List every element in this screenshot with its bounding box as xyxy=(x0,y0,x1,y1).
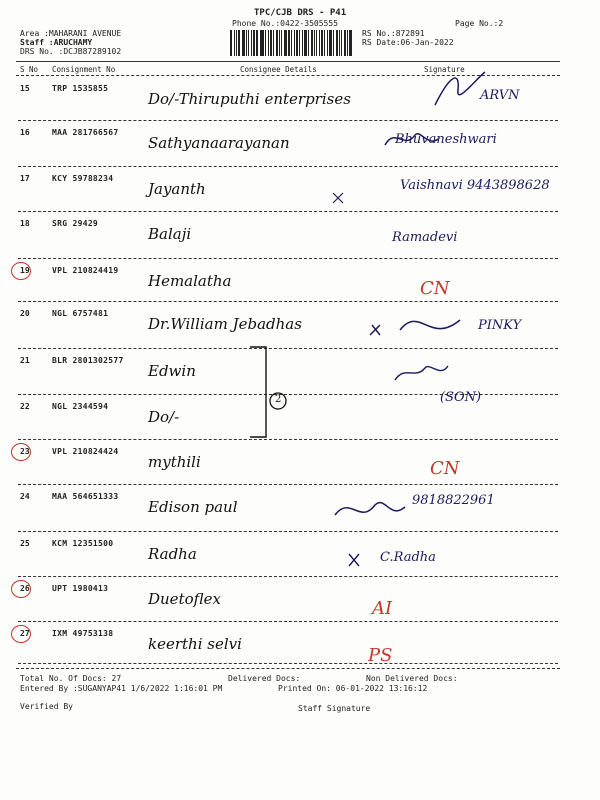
barcode xyxy=(230,30,354,56)
row-consignee-name: Balaji xyxy=(148,225,192,243)
row-signature: Vaishnavi 9443898628 xyxy=(400,178,550,193)
barcode-bar xyxy=(321,30,323,56)
red-circle-mark xyxy=(11,580,31,598)
entered-by: Entered By :SUGANYAP41 1/6/2022 1:16:01 PM xyxy=(20,684,223,693)
barcode-bar xyxy=(268,30,269,56)
row-sno: 21 xyxy=(20,356,30,365)
row-consignee-name: Sathyanaarayanan xyxy=(148,134,290,152)
barcode-bar xyxy=(347,30,348,56)
row-consignee-name: Do/-Thiruputhi enterprises xyxy=(148,90,351,108)
row-divider xyxy=(18,439,558,440)
row-divider xyxy=(18,621,558,622)
barcode-bar xyxy=(324,30,325,56)
barcode-bar xyxy=(302,30,303,56)
row-consignment-no: KCM 12351500 xyxy=(52,539,114,548)
signature-scribble-21 xyxy=(390,360,450,390)
rs-number: RS No.:872891 xyxy=(362,29,425,38)
row-signature: Bhuvaneshwari xyxy=(395,132,497,147)
barcode-bar xyxy=(316,30,317,56)
row-consignee-name: Radha xyxy=(148,545,197,563)
column-signature: Signature xyxy=(424,65,465,74)
row-consignee-name: mythili xyxy=(148,453,201,471)
row-consignee-name: Duetoflex xyxy=(148,590,221,608)
row-signature: ARVN xyxy=(480,88,520,103)
row-consignee-name: Edwin xyxy=(148,362,196,380)
barcode-bar xyxy=(308,30,309,56)
barcode-bar xyxy=(281,30,282,56)
column-sno: S No xyxy=(20,65,39,74)
barcode-bar xyxy=(319,30,321,56)
bracket-mark xyxy=(248,345,288,445)
row-consignee-name: Jayanth xyxy=(148,180,206,198)
barcode-bar xyxy=(329,30,332,56)
row-consignment-no: TRP 1535855 xyxy=(52,84,109,93)
row-sno: 25 xyxy=(20,539,30,548)
row-consignment-no: VPL 210824424 xyxy=(52,447,119,456)
row-consignment-no: SRG 29429 xyxy=(52,219,99,228)
barcode-bar xyxy=(344,30,346,56)
barcode-bar xyxy=(339,30,340,56)
barcode-bar xyxy=(270,30,272,56)
barcode-bar xyxy=(327,30,328,56)
row-divider xyxy=(18,120,558,121)
row-sno: 20 xyxy=(20,309,30,318)
rs-date: RS Date:06-Jan-2022 xyxy=(362,38,454,47)
barcode-bar xyxy=(242,30,245,56)
barcode-bar xyxy=(238,30,240,56)
verified-by: Verified By xyxy=(20,702,73,711)
row-divider xyxy=(18,301,558,302)
header-rule xyxy=(16,61,560,62)
non-delivered-docs: Non Delivered Docs: xyxy=(366,674,458,683)
bracket-count: 2 xyxy=(275,394,282,405)
row-sno: 17 xyxy=(20,174,30,183)
column-consignee: Consignee Details xyxy=(240,65,317,74)
cross-mark-17 xyxy=(330,190,350,210)
barcode-bar xyxy=(288,30,290,56)
row-divider xyxy=(18,166,558,167)
footer-rule xyxy=(16,668,560,669)
barcode-bar xyxy=(234,30,235,56)
row-consignee-name: Hemalatha xyxy=(148,272,232,290)
barcode-bar xyxy=(248,30,249,56)
drs-number: DRS No. :DCJB87289102 xyxy=(20,47,122,56)
row-consignment-no: MAA 281766567 xyxy=(52,128,119,137)
row-remark: CN xyxy=(420,278,450,299)
row-consignment-no: VPL 210824419 xyxy=(52,266,119,275)
row-consignment-no: UPT 1980413 xyxy=(52,584,109,593)
row-divider xyxy=(18,348,558,349)
barcode-bar xyxy=(251,30,252,56)
row-signature: 9818822961 xyxy=(412,493,495,508)
row-sno: 19 xyxy=(20,266,30,275)
row-consignment-no: KCY 59788234 xyxy=(52,174,114,183)
delivered-docs: Delivered Docs: xyxy=(228,674,301,683)
page-number: Page No.:2 xyxy=(455,19,504,28)
barcode-bar xyxy=(294,30,295,56)
total-docs: Total No. Of Docs: 27 xyxy=(20,674,122,683)
row-signature: C.Radha xyxy=(380,550,436,565)
row-consignment-no: NGL 2344594 xyxy=(52,402,109,411)
row-remark: AI xyxy=(372,598,393,619)
row-sno: 15 xyxy=(20,84,30,93)
barcode-bar xyxy=(336,30,338,56)
row-consignee-name: keerthi selvi xyxy=(148,635,242,653)
barcode-bar xyxy=(273,30,274,56)
row-consignment-no: MAA 564651333 xyxy=(52,492,119,501)
row-consignee-name: Edison paul xyxy=(148,498,238,516)
area-label: Area :MAHARANI AVENUE xyxy=(20,29,122,38)
barcode-bar xyxy=(246,30,247,56)
row-divider xyxy=(18,258,558,259)
barcode-bar xyxy=(304,30,307,56)
phone-number: Phone No.:0422-3505555 xyxy=(232,19,338,28)
row-consignment-no: BLR 2801302577 xyxy=(52,356,124,365)
page-title: TPC/CJB DRS - P41 xyxy=(254,8,347,18)
row-sno: 24 xyxy=(20,492,30,501)
barcode-bar xyxy=(265,30,266,56)
barcode-bar xyxy=(299,30,300,56)
row-divider xyxy=(18,576,558,577)
signature-scribble-24 xyxy=(330,495,410,525)
red-circle-mark xyxy=(11,625,31,643)
row-consignment-no: IXM 49753138 xyxy=(52,629,114,638)
row-sno: 18 xyxy=(20,219,30,228)
barcode-bar xyxy=(341,30,342,56)
red-circle-mark xyxy=(11,262,31,280)
barcode-bar xyxy=(236,30,237,56)
barcode-bar xyxy=(333,30,334,56)
barcode-bar xyxy=(256,30,258,56)
row-consignment-no: NGL 6757481 xyxy=(52,309,109,318)
barcode-bar xyxy=(311,30,313,56)
barcode-bar xyxy=(253,30,255,56)
row-signature: (SON) xyxy=(440,390,482,405)
staff-signature-label: Staff Signature xyxy=(298,704,371,713)
row-sno: 22 xyxy=(20,402,30,411)
column-consignment: Consignment No xyxy=(52,65,116,74)
barcode-bar xyxy=(284,30,287,56)
row-consignee-name: Do/- xyxy=(148,408,180,426)
barcode-bar xyxy=(276,30,278,56)
row-signature: Ramadevi xyxy=(392,230,458,245)
row-divider xyxy=(18,663,558,664)
barcode-bar xyxy=(230,30,232,56)
row-sno: 16 xyxy=(20,128,30,137)
row-consignee-name: Dr.William Jebadhas xyxy=(148,315,302,333)
row-remark: PS xyxy=(368,645,393,666)
row-remark: CN xyxy=(430,458,460,479)
barcode-bar xyxy=(314,30,315,56)
staff-label: Staff :ARUCHAMY xyxy=(20,38,93,47)
printed-on: Printed On: 06-01-2022 13:16:12 xyxy=(278,684,428,693)
red-circle-mark xyxy=(11,443,31,461)
row-sno: 23 xyxy=(20,447,30,456)
cross-mark-25 xyxy=(345,550,375,570)
barcode-bar xyxy=(261,30,264,56)
row-signature: PINKY xyxy=(478,318,522,333)
barcode-bar xyxy=(260,30,261,56)
barcode-bar xyxy=(349,30,352,56)
signature-scribble-20 xyxy=(360,305,470,345)
row-divider xyxy=(18,211,558,212)
row-divider xyxy=(18,484,558,485)
row-sno: 27 xyxy=(20,629,30,638)
row-sno: 26 xyxy=(20,584,30,593)
row-divider xyxy=(18,531,558,532)
barcode-bar xyxy=(296,30,298,56)
barcode-bar xyxy=(279,30,280,56)
barcode-bar xyxy=(291,30,292,56)
